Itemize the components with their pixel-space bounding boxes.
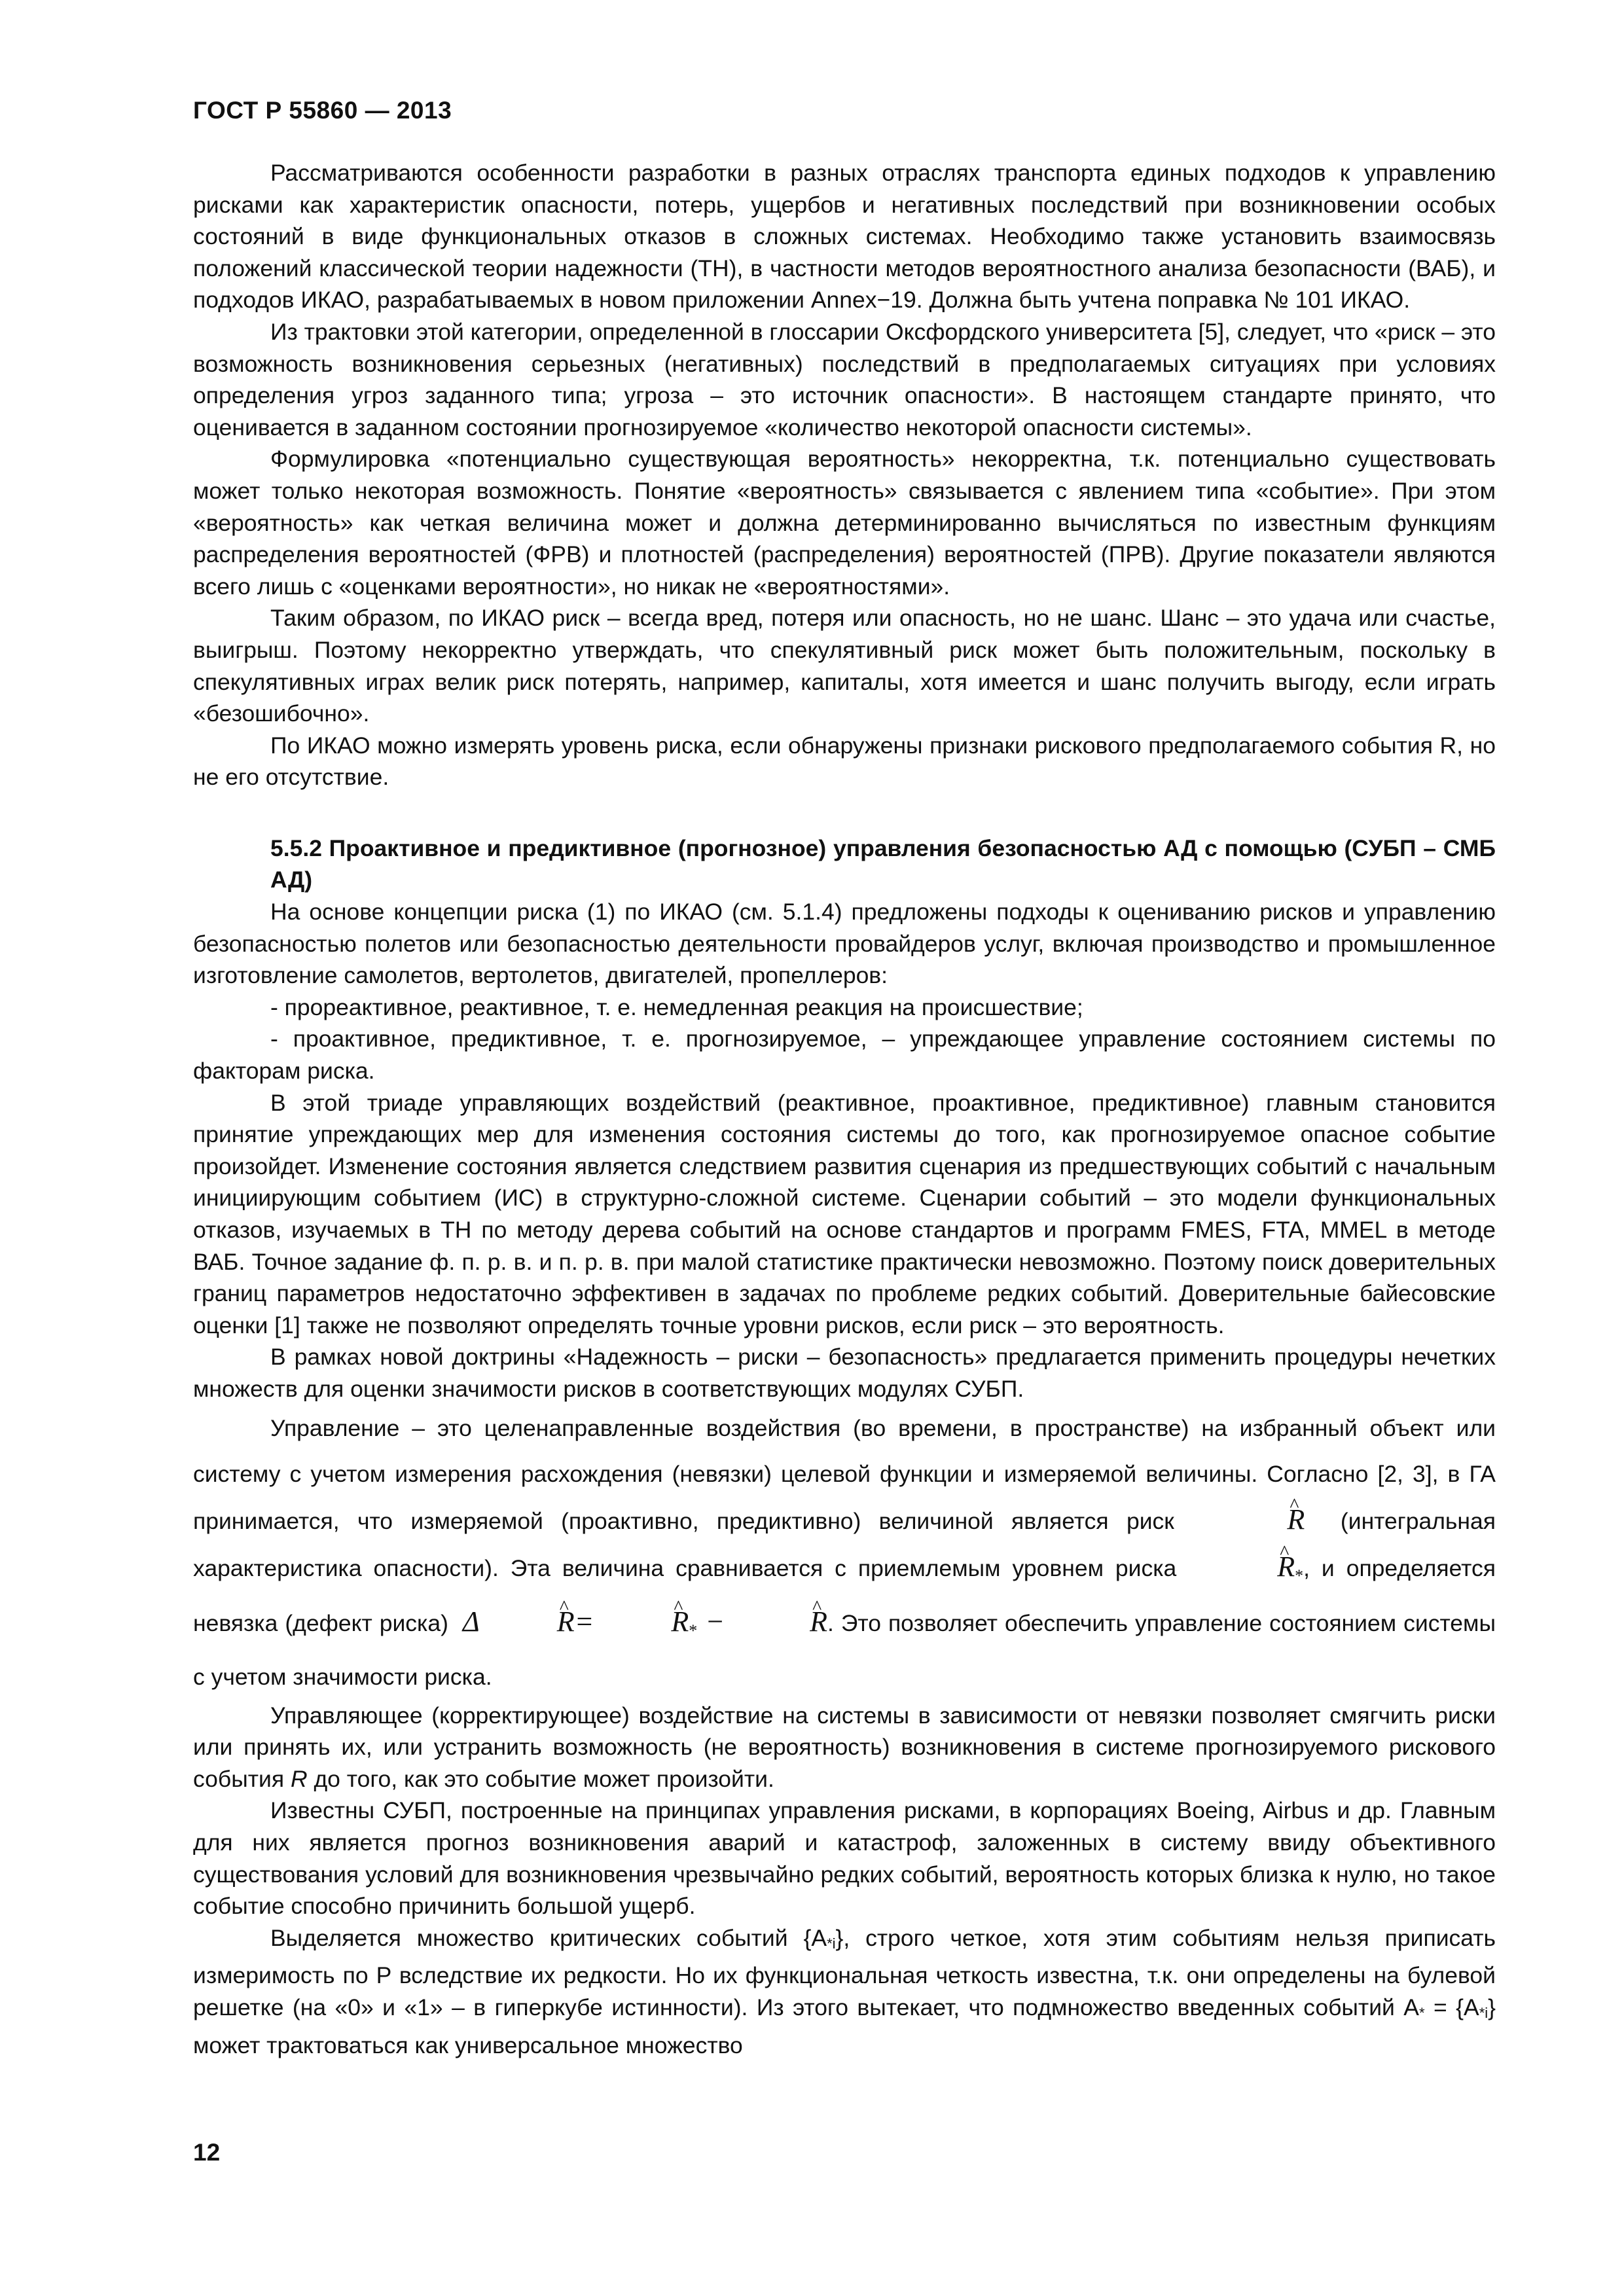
acceptable-risk-formula: ^ $R_*$ xyxy=(1200,1551,1303,1583)
paragraph-text: , и определяется невязка (дефект риска) xyxy=(193,1554,1496,1636)
paragraph-with-formulas xyxy=(193,1405,1496,1700)
page-number: 12 xyxy=(193,2139,221,2166)
paragraph: По ИКАО можно измерять уровень риска, если обнаружены признаки рискового предполагаемого события R, но не его отсутствие. xyxy=(193,732,1496,791)
paragraph: Рассматриваются особенности разработки в разных отраслях транспорта единых подходов к управлению рисками как характеристик опасности, потерь, ущербов и негативных последствий при возникновении особых состояний в виде функциональных отказов в сложных системах. Необходимо также установить взаимосвязь положений классической теории надежности (ТН), в частности методов вероятностного анализа безопасности (ВАБ), и подходов ИКАО, разрабатываемых в новом приложении Annex−19. Должна быть учтена поправка № 101 ИКАО. xyxy=(193,160,1496,314)
risk-formula: ^ R xyxy=(1210,1503,1305,1535)
paragraph: Таким образом, по ИКАО риск – всегда вред, потеря или опасность, но не шанс. Шанс – это удача или счастье, выигрыш. Поэтому некорректно утверждать, что спекулятивный риск может быть положительным, поскольку в спекулятивных играх велик риск потерять, например, капиталы, хотя имеется и шанс получить выгоду, если играть «безошибочно». xyxy=(193,605,1496,727)
list-item: - проактивное, предиктивное, т. е. прогнозируемое, – упреждающее управление состоянием системы по факторам риска. xyxy=(193,1026,1496,1085)
paragraph-text: . Это позволяет обеспечить управление состоянием системы с учетом значимости риска. xyxy=(193,1609,1496,1690)
document-header: ГОСТ Р 55860 — 2013 xyxy=(193,97,452,124)
paragraph-text: Управление – это целенаправленные воздействия (во времени, в пространстве) на избранный объект или систему с учетом измерения расхождения (невязки) целевой функции и измеряемой величины. Согласно [2, 3], в ГА принимается, что измеряемой (проактивно, предиктивно) величиной является риск xyxy=(193,1414,1496,1534)
paragraph: Формулировка «потенциально существующая вероятность» некорректна, т.к. потенциально существовать может только некоторая возможность. Понятие «вероятность» связывается с явлением типа «событие». При этом «вероятность» как четкая величина может и должна детерминированно вычисляться по известным функциям распределения вероятностей (ФРВ) и плотностей (распределения) вероятностей (ПРВ). Другие показатели являются всего лишь с «оценками вероятности», но никак не «вероятностями». xyxy=(193,446,1496,600)
paragraph: Известны СУБП, построенные на принципах управления рисками, в корпорациях Boeing, Airbus и др. Главным для них является прогноз возникновения аварий и катастроф, заложенных в систему ввиду объективного существования условий для возникновения чрезвычайно редких событий, вероятность которых близка к нулю, но такое событие способно причинить большой ущерб. xyxy=(193,1797,1496,1920)
paragraph: В рамках новой доктрины «Надежность – риски – безопасность» предлагается применить процедуры нечетких множеств для оценки значимости рисков в соответствующих модулях СУБП. xyxy=(193,1344,1496,1402)
risk-defect-formula: Δ^ R=^ $R_*$ − ^ R xyxy=(463,1605,827,1638)
paragraph: Выделяется множество критических событий {A*i}, строго четкое, хотя этим событиям нельзя приписать измеримость по P вследствие их редкости. Но их функциональная четкость известна, т.к. они определены на булевой решетке (на «0» и «1» – в гиперкубе истинности). Из этого вытекает, что подмножество введенных событий A* = {A*i} может трактоваться как универсальное множество xyxy=(193,1924,1496,2058)
paragraph: На основе концепции риска (1) по ИКАО (см. 5.1.4) предложены подходы к оцениванию рисков и управлению безопасностью полетов или безопасностью деятельности провайдеров услуг, включая производство и промышленное изготовление самолетов, вертолетов, двигателей, пропеллеров: xyxy=(193,899,1496,989)
paragraph: Управляющее (корректирующее) воздействие на системы в зависимости от невязки позволяет смягчить риски или принять их, или устранить возможность (не вероятность) возникновения в системе прогнозируемого рискового события R до того, как это событие может произойти. xyxy=(193,1702,1496,1792)
paragraph-text: (интегральная характеристика опасности). Эта величина сравнивается с приемлемым уровнем риска xyxy=(193,1507,1496,1581)
paragraph: Из трактовки этой категории, определенной в глоссарии Оксфордского университета [5], следует, что «риск – это возможность возникновения серьезных (негативных) последствий в предполагаемых ситуациях при условиях определения угроз заданного типа; угроза – это источник опасности». В настоящем стандарте принято, что оценивается в заданном состоянии прогнозируемое «количество некоторой опасности системы». xyxy=(193,318,1496,440)
list-item: - прореактивное, реактивное, т. е. немедленная реакция на происшествие; xyxy=(270,994,1083,1020)
document-body xyxy=(193,157,1496,2061)
section-heading: 5.5.2 Проактивное и предиктивное (прогнозное) управления безопасностью АД с помощью (СУБП – СМБ АД) xyxy=(270,834,1496,893)
paragraph: В этой триаде управляющих воздействий (реактивное, проактивное, предиктивное) главным становится принятие упреждающих мер для изменения состояния системы до того, как прогнозируемое опасное событие произойдет. Изменение состояния является следствием развития сценария из предшествующих событий с начальным инициирующим событием (ИС) в структурно-сложной системе. Сценарии событий – это модели функциональных отказов, изучаемых в ТН по методу дерева событий на основе стандартов и программ FMES, FTA, MMEL в методе ВАБ. Точное задание ф. п. р. в. и п. р. в. при малой статистике практически невозможно. Поэтому поиск доверительных границ параметров недостаточно эффективен в задачах по проблеме редких событий. Доверительные байесовские оценки [1] также не позволяют определять точные уровни рисков, если риск – это вероятность. xyxy=(193,1089,1496,1338)
